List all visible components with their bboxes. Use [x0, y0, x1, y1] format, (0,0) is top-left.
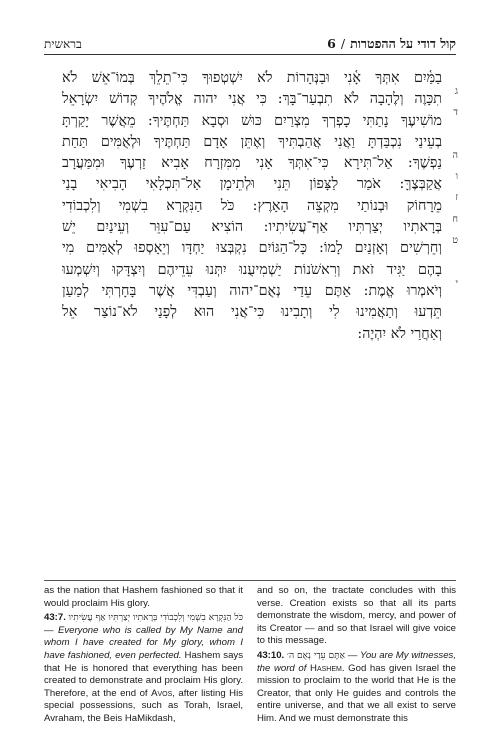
commentary-column-left [44, 585, 243, 745]
verse-number: י [455, 278, 458, 289]
text-line: בַמַּ֫יִם אִתְּךָ אָ֫נִי וּבַנְּהָרוֹת לֹא יִשְׁטְפוּךָ כִּי־תֵלֵךְ בְּמוֹ־אֵשׁ לֹא [62, 70, 442, 86]
verse-number: ד [453, 107, 458, 118]
hebrew-lemma: אַתֶּם עֵדַי נְאֻם ה׳ [286, 650, 346, 661]
page-number: 6 [327, 36, 336, 51]
dash: — [345, 649, 360, 661]
header-separator: / [340, 36, 346, 51]
text-line: מֵרָחוֹק וּבְנוֹתַי מִקְצֵה הָאָרֶץ: כֹּל הַנִּקְרָא בִשְׁמִי וְלִכְבוֹדִי [62, 197, 442, 214]
translation-text: You are My witnesses, the word of [257, 649, 456, 674]
commentary-text: after listing His special possessions, such as Torah, Israel, Avraham, the Beis HaMikdash, [44, 687, 243, 724]
text-line: מוֹשִׁיעֶךָ נָתַתִּי כָפְרְךָ מִצְרַיִם כּוּשׁ וּסְבָא תַּחְתֶּיךָ: מֵאֲשֶׁר יָקַרְתָּ [62, 112, 442, 129]
commentary-paragraph [257, 650, 456, 726]
runner-title: קול דודי על ההפטרות [350, 36, 456, 51]
verse-reference: 43:10. [257, 649, 285, 661]
running-header [44, 34, 456, 55]
text-line: תִכָּוֶה וְלֶהָבָה לֹא תִבְעַר־בָּךְ: כִּי אֲנִי יהוה אֱלֹהֶיךָ קְדוֹשׁ יִשְׂרָאֵל [62, 91, 442, 108]
commentary-divider [44, 580, 456, 581]
text-line: וְיֹאמְרוּ אֱמֶת: אַתֶּם עֵדַי נְאֻם־יהוה וְעַבְדִּי אֲשֶׁר בָּחָרְתִּי לְמַעַן [62, 282, 442, 299]
text-line: נַפְשֶׁךָ: אַל־תִּירָא כִּי־אִתְּךָ אָנִי מִמִּזְרָח אָבִיא זַרְעֶךָ וּמִמַּעֲרָב [62, 155, 442, 172]
verse-number: ה [452, 150, 458, 161]
commentary-paragraph [44, 612, 243, 725]
verse-number: ח [452, 214, 458, 225]
divine-name: Hashem. [310, 662, 345, 674]
runner-title-group [327, 36, 456, 54]
hebrew-lemma: כֹּל הַנִּקְרָא בִשְׁמִי וְלִכְבוֹדִי בְּרָאתִיו יְצַרְתִּיו אַף עֲשִׂיתִיו [68, 613, 243, 624]
text-line: אֲקַבְּצֶךָּ: אֹמַר לַצָּפוֹן תֵּנִי וּלְתֵימָן אַל־תִּכְלָאִי הָבִיאִי בָנַי [62, 176, 442, 193]
commentary-text: and so on, the tractate concludes with this verse. Creation exists so that all its parts demonstrate the wisdom, mercy, and power of its Creator — and so that Israel will give voice to this message. [257, 585, 456, 647]
commentary-paragraph [44, 585, 243, 610]
commentary [44, 585, 456, 745]
text-line: תֵּדְעוּ וְתַאֲמִינוּ לִי וְתָבִינוּ כִּי־אֲנִי הוּא לְפָנַי לֹא־נוֹצַר אֵל [62, 304, 442, 321]
haftarah-text [62, 68, 442, 345]
text-line: וְחֵרְשִׁים וְאָזְנַיִם לָמוֹ: כָּל־הַגּוֹיִם נִקְבְּצוּ יַחְדָּו וְיֵאָסְפוּ לְאֻמִּים מִי [62, 240, 442, 257]
book-name: בראשית [44, 37, 82, 51]
commentary-text: Hashem says that He is honored that everything has been created to demonstrate and proclaim His glory. Therefore, at the end of [44, 649, 243, 699]
tractate-name: Avos, [151, 687, 175, 699]
verse-number: ג [454, 86, 458, 97]
text-line: בְעֵינַי נִכְבַּדְתָּ וַאֲנִי אֲהַבְתִּיךָ וְאֶתֵּן אָדָם תַּחְתֶּיךָ וּלְאֻמִּים תַּחַת [62, 133, 442, 150]
translation-text: Everyone who is called by My Name and whom I have created for My glory, whom I have fashioned, even perfected. [44, 624, 243, 661]
commentary-column-right [257, 585, 456, 745]
text-line: וְאַחֲרַי לֹא יִהְיֶה: [357, 325, 442, 342]
commentary-text: as the nation that Hashem fashioned so that it would proclaim His glory. [44, 585, 243, 609]
dash: — [44, 624, 58, 636]
verse-number: ט [452, 235, 458, 246]
commentary-text: God has given Israel the mission to proclaim to the world that He is the Creator, that only He guides and controls the entire universe, and that we all exist to serve Him. And we must demonstrate this [257, 662, 456, 724]
text-line: בְּרָאתִיו יְצַרְתִּיו אַף־עֲשִׂיתִיו: הוֹצִיא עַם־עִוֵּר וְעֵינַיִם יֵשׁ [62, 219, 442, 236]
commentary-paragraph [257, 585, 456, 648]
text-line: בָהֶם יַגִּיד זֹאת וְרִאשֹׁנוֹת יַשְׁמִיעֻנוּ יִתְּנוּ עֵדֵיהֶם וְיִצְדָּקוּ וְיִשְׁמְעוּ [62, 261, 442, 278]
verse-reference: 43:7. [44, 612, 66, 624]
verse-number: ז [455, 192, 458, 203]
verse-number: ו [455, 171, 458, 182]
